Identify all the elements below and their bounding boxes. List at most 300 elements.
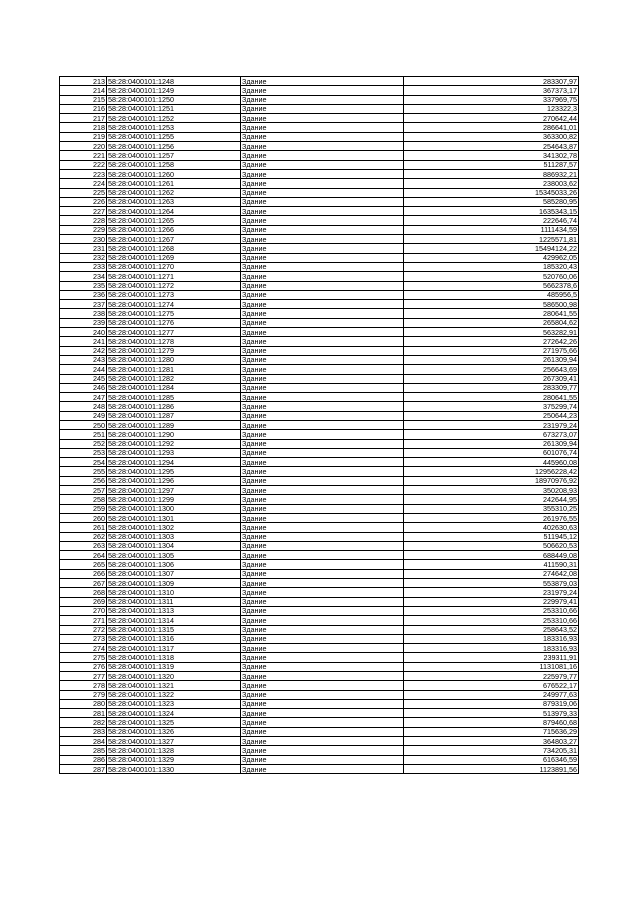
row-number-cell: 251 [60,430,107,439]
row-number-cell: 237 [60,300,107,309]
object-type-cell: Здание [241,532,404,541]
object-type-cell: Здание [241,355,404,364]
row-number-cell: 259 [60,504,107,513]
cadastral-value-cell: 355310,25 [404,504,579,513]
cadastral-value-cell: 1131081,16 [404,662,579,671]
cadastral-value-cell: 616346,59 [404,755,579,764]
cadastral-number-cell: 58:28:0400101:1264 [107,207,241,216]
object-type-cell: Здание [241,597,404,606]
object-type-cell: Здание [241,197,404,206]
table-row [60,77,579,86]
cadastral-value-cell: 411590,31 [404,560,579,569]
table-row [60,207,579,216]
row-number-cell: 244 [60,365,107,374]
table-row [60,653,579,662]
cadastral-number-cell: 58:28:0400101:1261 [107,179,241,188]
table-row [60,402,579,411]
table-row [60,606,579,615]
cadastral-value-cell: 123322,3 [404,104,579,113]
object-type-cell: Здание [241,253,404,262]
cadastral-number-cell: 58:28:0400101:1269 [107,253,241,262]
row-number-cell: 274 [60,644,107,653]
row-number-cell: 228 [60,216,107,225]
row-number-cell: 256 [60,476,107,485]
table-row [60,337,579,346]
table-row [60,709,579,718]
object-type-cell: Здание [241,151,404,160]
cadastral-number-cell: 58:28:0400101:1329 [107,755,241,764]
cadastral-number-cell: 58:28:0400101:1289 [107,420,241,429]
table-row [60,253,579,262]
row-number-cell: 240 [60,328,107,337]
cadastral-value-cell: 506620,53 [404,541,579,550]
cadastral-number-cell: 58:28:0400101:1287 [107,411,241,420]
table-row [60,458,579,467]
table-row [60,532,579,541]
table-row [60,690,579,699]
row-number-cell: 249 [60,411,107,420]
cadastral-number-cell: 58:28:0400101:1327 [107,737,241,746]
object-type-cell: Здание [241,690,404,699]
row-number-cell: 227 [60,207,107,216]
row-number-cell: 283 [60,727,107,736]
row-number-cell: 247 [60,393,107,402]
cadastral-value-cell: 183316,93 [404,644,579,653]
table-row [60,346,579,355]
cadastral-value-cell: 1111434,59 [404,225,579,234]
object-type-cell: Здание [241,718,404,727]
row-number-cell: 213 [60,77,107,86]
table-row [60,755,579,764]
row-number-cell: 222 [60,160,107,169]
registry-table [59,76,579,774]
cadastral-value-cell: 261309,94 [404,439,579,448]
cadastral-value-cell: 585280,95 [404,197,579,206]
row-number-cell: 287 [60,764,107,773]
cadastral-number-cell: 58:28:0400101:1256 [107,142,241,151]
cadastral-number-cell: 58:28:0400101:1304 [107,541,241,550]
object-type-cell: Здание [241,86,404,95]
row-number-cell: 234 [60,272,107,281]
row-number-cell: 223 [60,169,107,178]
cadastral-number-cell: 58:28:0400101:1252 [107,114,241,123]
cadastral-number-cell: 58:28:0400101:1292 [107,439,241,448]
cadastral-value-cell: 286641,01 [404,123,579,132]
object-type-cell: Здание [241,420,404,429]
table-row [60,634,579,643]
object-type-cell: Здание [241,569,404,578]
row-number-cell: 218 [60,123,107,132]
row-number-cell: 221 [60,151,107,160]
row-number-cell: 258 [60,495,107,504]
row-number-cell: 235 [60,281,107,290]
row-number-cell: 215 [60,95,107,104]
cadastral-value-cell: 734205,31 [404,746,579,755]
table-row [60,672,579,681]
object-type-cell: Здание [241,114,404,123]
table-row [60,616,579,625]
object-type-cell: Здание [241,755,404,764]
object-type-cell: Здание [241,653,404,662]
table-row [60,104,579,113]
object-type-cell: Здание [241,764,404,773]
row-number-cell: 285 [60,746,107,755]
cadastral-number-cell: 58:28:0400101:1282 [107,374,241,383]
cadastral-number-cell: 58:28:0400101:1324 [107,709,241,718]
cadastral-value-cell: 256643,69 [404,365,579,374]
table-row [60,597,579,606]
cadastral-value-cell: 258643,52 [404,625,579,634]
cadastral-number-cell: 58:28:0400101:1266 [107,225,241,234]
cadastral-value-cell: 238003,62 [404,179,579,188]
row-number-cell: 261 [60,523,107,532]
table-row [60,383,579,392]
row-number-cell: 260 [60,513,107,522]
cadastral-value-cell: 513979,33 [404,709,579,718]
cadastral-value-cell: 1123891,56 [404,764,579,773]
cadastral-number-cell: 58:28:0400101:1255 [107,132,241,141]
cadastral-number-cell: 58:28:0400101:1306 [107,560,241,569]
object-type-cell: Здание [241,244,404,253]
object-type-cell: Здание [241,523,404,532]
cadastral-value-cell: 879319,06 [404,699,579,708]
cadastral-value-cell: 283309,77 [404,383,579,392]
cadastral-number-cell: 58:28:0400101:1328 [107,746,241,755]
cadastral-value-cell: 249977,63 [404,690,579,699]
cadastral-value-cell: 253310,66 [404,616,579,625]
table-row [60,160,579,169]
cadastral-number-cell: 58:28:0400101:1270 [107,262,241,271]
table-row [60,727,579,736]
row-number-cell: 231 [60,244,107,253]
cadastral-number-cell: 58:28:0400101:1258 [107,160,241,169]
object-type-cell: Здание [241,95,404,104]
row-number-cell: 230 [60,235,107,244]
cadastral-value-cell: 242644,95 [404,495,579,504]
row-number-cell: 219 [60,132,107,141]
object-type-cell: Здание [241,476,404,485]
row-number-cell: 246 [60,383,107,392]
object-type-cell: Здание [241,662,404,671]
cadastral-number-cell: 58:28:0400101:1276 [107,318,241,327]
table-row [60,476,579,485]
table-row [60,644,579,653]
object-type-cell: Здание [241,207,404,216]
row-number-cell: 233 [60,262,107,271]
table-row [60,448,579,457]
cadastral-number-cell: 58:28:0400101:1253 [107,123,241,132]
object-type-cell: Здание [241,374,404,383]
cadastral-value-cell: 676522,17 [404,681,579,690]
cadastral-value-cell: 253310,66 [404,606,579,615]
row-number-cell: 250 [60,420,107,429]
cadastral-number-cell: 58:28:0400101:1248 [107,77,241,86]
table-row [60,318,579,327]
object-type-cell: Здание [241,616,404,625]
object-type-cell: Здание [241,318,404,327]
cadastral-value-cell: 254643,87 [404,142,579,151]
cadastral-value-cell: 367373,17 [404,86,579,95]
cadastral-number-cell: 58:28:0400101:1249 [107,86,241,95]
cadastral-number-cell: 58:28:0400101:1322 [107,690,241,699]
cadastral-value-cell: 337969,75 [404,95,579,104]
cadastral-value-cell: 222646,74 [404,216,579,225]
cadastral-number-cell: 58:28:0400101:1307 [107,569,241,578]
row-number-cell: 271 [60,616,107,625]
cadastral-number-cell: 58:28:0400101:1279 [107,346,241,355]
object-type-cell: Здание [241,402,404,411]
object-type-cell: Здание [241,188,404,197]
cadastral-value-cell: 1635343,15 [404,207,579,216]
row-number-cell: 214 [60,86,107,95]
cadastral-number-cell: 58:28:0400101:1323 [107,699,241,708]
cadastral-number-cell: 58:28:0400101:1285 [107,393,241,402]
row-number-cell: 277 [60,672,107,681]
table-row [60,430,579,439]
object-type-cell: Здание [241,430,404,439]
cadastral-value-cell: 15494124,22 [404,244,579,253]
registry-table-body [60,77,579,774]
row-number-cell: 267 [60,579,107,588]
cadastral-number-cell: 58:28:0400101:1300 [107,504,241,513]
cadastral-number-cell: 58:28:0400101:1305 [107,551,241,560]
cadastral-number-cell: 58:28:0400101:1330 [107,764,241,773]
cadastral-number-cell: 58:28:0400101:1303 [107,532,241,541]
table-row [60,188,579,197]
row-number-cell: 270 [60,606,107,615]
object-type-cell: Здание [241,346,404,355]
row-number-cell: 236 [60,290,107,299]
object-type-cell: Здание [241,309,404,318]
object-type-cell: Здание [241,560,404,569]
object-type-cell: Здание [241,169,404,178]
object-type-cell: Здание [241,328,404,337]
object-type-cell: Здание [241,458,404,467]
table-row [60,625,579,634]
cadastral-number-cell: 58:28:0400101:1286 [107,402,241,411]
table-row [60,513,579,522]
row-number-cell: 272 [60,625,107,634]
row-number-cell: 279 [60,690,107,699]
cadastral-number-cell: 58:28:0400101:1315 [107,625,241,634]
object-type-cell: Здание [241,216,404,225]
row-number-cell: 254 [60,458,107,467]
cadastral-value-cell: 1225571,81 [404,235,579,244]
table-row [60,588,579,597]
table-row [60,504,579,513]
table-row [60,169,579,178]
row-number-cell: 225 [60,188,107,197]
object-type-cell: Здание [241,439,404,448]
table-row [60,123,579,132]
row-number-cell: 269 [60,597,107,606]
object-type-cell: Здание [241,132,404,141]
object-type-cell: Здание [241,699,404,708]
cadastral-number-cell: 58:28:0400101:1273 [107,290,241,299]
object-type-cell: Здание [241,644,404,653]
row-number-cell: 255 [60,467,107,476]
table-row [60,523,579,532]
object-type-cell: Здание [241,393,404,402]
table-row [60,393,579,402]
table-row [60,467,579,476]
cadastral-value-cell: 250644,23 [404,411,579,420]
table-row [60,662,579,671]
object-type-cell: Здание [241,365,404,374]
cadastral-value-cell: 231979,24 [404,420,579,429]
object-type-cell: Здание [241,411,404,420]
cadastral-value-cell: 429962,05 [404,253,579,262]
table-row [60,151,579,160]
cadastral-number-cell: 58:28:0400101:1316 [107,634,241,643]
cadastral-number-cell: 58:28:0400101:1326 [107,727,241,736]
cadastral-value-cell: 229979,41 [404,597,579,606]
table-row [60,86,579,95]
cadastral-number-cell: 58:28:0400101:1275 [107,309,241,318]
object-type-cell: Здание [241,281,404,290]
cadastral-number-cell: 58:28:0400101:1268 [107,244,241,253]
row-number-cell: 282 [60,718,107,727]
object-type-cell: Здание [241,383,404,392]
cadastral-number-cell: 58:28:0400101:1257 [107,151,241,160]
cadastral-number-cell: 58:28:0400101:1265 [107,216,241,225]
cadastral-value-cell: 283307,97 [404,77,579,86]
cadastral-number-cell: 58:28:0400101:1262 [107,188,241,197]
table-row [60,699,579,708]
cadastral-number-cell: 58:28:0400101:1313 [107,606,241,615]
cadastral-value-cell: 261976,55 [404,513,579,522]
row-number-cell: 268 [60,588,107,597]
table-row [60,95,579,104]
table-row [60,290,579,299]
cadastral-value-cell: 185320,43 [404,262,579,271]
cadastral-value-cell: 239311,91 [404,653,579,662]
table-row [60,365,579,374]
cadastral-value-cell: 402630,63 [404,523,579,532]
table-row [60,439,579,448]
cadastral-value-cell: 183316,93 [404,634,579,643]
cadastral-number-cell: 58:28:0400101:1277 [107,328,241,337]
row-number-cell: 281 [60,709,107,718]
table-row [60,374,579,383]
object-type-cell: Здание [241,104,404,113]
table-row [60,486,579,495]
table-row [60,114,579,123]
cadastral-value-cell: 267309,41 [404,374,579,383]
cadastral-value-cell: 5662378,6 [404,281,579,290]
cadastral-number-cell: 58:28:0400101:1295 [107,467,241,476]
row-number-cell: 224 [60,179,107,188]
cadastral-number-cell: 58:28:0400101:1294 [107,458,241,467]
row-number-cell: 284 [60,737,107,746]
cadastral-value-cell: 261309,94 [404,355,579,364]
cadastral-number-cell: 58:28:0400101:1317 [107,644,241,653]
object-type-cell: Здание [241,448,404,457]
row-number-cell: 262 [60,532,107,541]
cadastral-number-cell: 58:28:0400101:1274 [107,300,241,309]
row-number-cell: 257 [60,486,107,495]
cadastral-number-cell: 58:28:0400101:1297 [107,486,241,495]
row-number-cell: 276 [60,662,107,671]
object-type-cell: Здание [241,541,404,550]
cadastral-value-cell: 485956,5 [404,290,579,299]
cadastral-number-cell: 58:28:0400101:1319 [107,662,241,671]
table-row [60,355,579,364]
cadastral-value-cell: 511945,12 [404,532,579,541]
object-type-cell: Здание [241,504,404,513]
cadastral-value-cell: 511287,57 [404,160,579,169]
cadastral-value-cell: 364803,27 [404,737,579,746]
row-number-cell: 232 [60,253,107,262]
cadastral-number-cell: 58:28:0400101:1272 [107,281,241,290]
cadastral-value-cell: 586500,98 [404,300,579,309]
cadastral-value-cell: 225979,77 [404,672,579,681]
table-row [60,272,579,281]
cadastral-number-cell: 58:28:0400101:1263 [107,197,241,206]
table-row [60,179,579,188]
table-row [60,216,579,225]
cadastral-number-cell: 58:28:0400101:1250 [107,95,241,104]
cadastral-number-cell: 58:28:0400101:1302 [107,523,241,532]
cadastral-number-cell: 58:28:0400101:1278 [107,337,241,346]
cadastral-number-cell: 58:28:0400101:1284 [107,383,241,392]
row-number-cell: 278 [60,681,107,690]
object-type-cell: Здание [241,746,404,755]
table-row [60,281,579,290]
table-row [60,579,579,588]
cadastral-value-cell: 265804,62 [404,318,579,327]
cadastral-value-cell: 673273,07 [404,430,579,439]
object-type-cell: Здание [241,123,404,132]
cadastral-value-cell: 715636,29 [404,727,579,736]
row-number-cell: 264 [60,551,107,560]
object-type-cell: Здание [241,727,404,736]
cadastral-number-cell: 58:28:0400101:1318 [107,653,241,662]
object-type-cell: Здание [241,625,404,634]
row-number-cell: 217 [60,114,107,123]
cadastral-value-cell: 272642,26 [404,337,579,346]
table-row [60,541,579,550]
row-number-cell: 263 [60,541,107,550]
row-number-cell: 229 [60,225,107,234]
row-number-cell: 286 [60,755,107,764]
cadastral-value-cell: 231979,24 [404,588,579,597]
table-row [60,235,579,244]
row-number-cell: 245 [60,374,107,383]
object-type-cell: Здание [241,160,404,169]
object-type-cell: Здание [241,634,404,643]
object-type-cell: Здание [241,579,404,588]
cadastral-number-cell: 58:28:0400101:1280 [107,355,241,364]
table-row [60,132,579,141]
cadastral-value-cell: 12956228,42 [404,467,579,476]
object-type-cell: Здание [241,179,404,188]
table-row [60,244,579,253]
cadastral-number-cell: 58:28:0400101:1320 [107,672,241,681]
cadastral-number-cell: 58:28:0400101:1301 [107,513,241,522]
object-type-cell: Здание [241,235,404,244]
cadastral-number-cell: 58:28:0400101:1290 [107,430,241,439]
cadastral-number-cell: 58:28:0400101:1314 [107,616,241,625]
cadastral-value-cell: 688449,08 [404,551,579,560]
cadastral-number-cell: 58:28:0400101:1281 [107,365,241,374]
row-number-cell: 220 [60,142,107,151]
cadastral-value-cell: 601076,74 [404,448,579,457]
table-row [60,718,579,727]
table-row [60,681,579,690]
row-number-cell: 242 [60,346,107,355]
row-number-cell: 243 [60,355,107,364]
